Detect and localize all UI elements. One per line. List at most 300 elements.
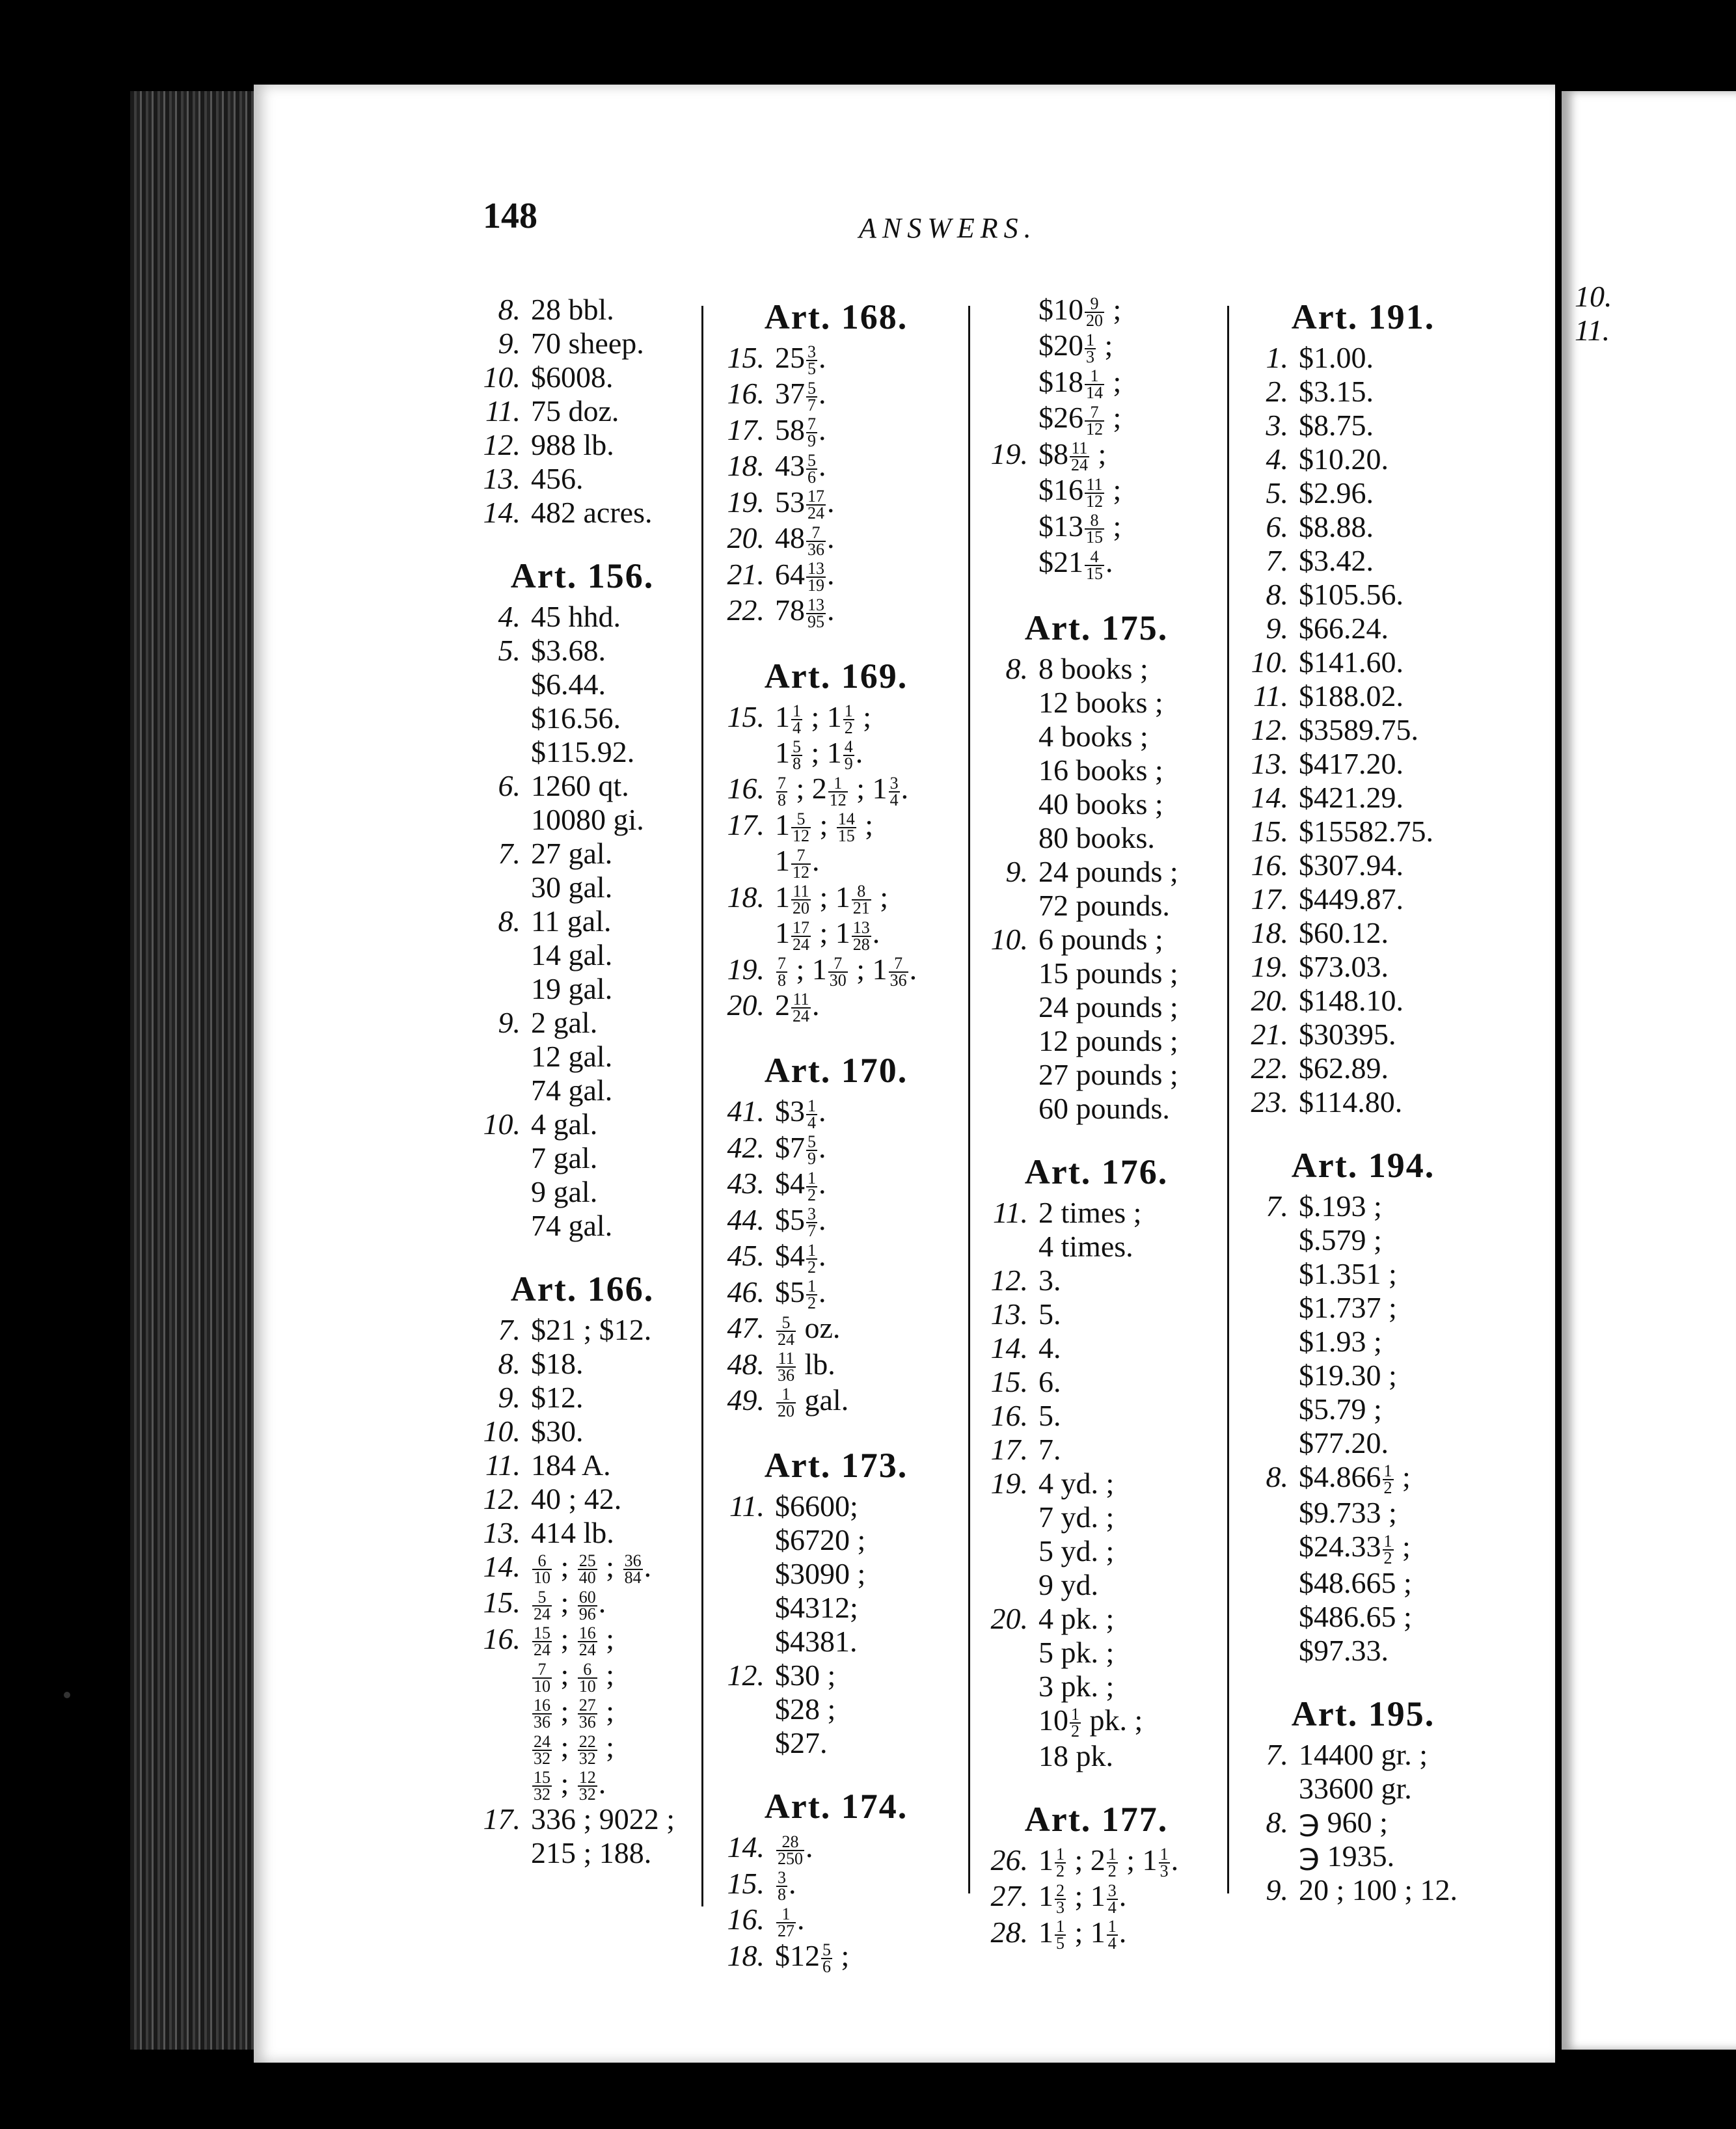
problem-number: 8. <box>498 293 521 326</box>
answer-row <box>468 1107 696 1141</box>
problem-number: 5. <box>498 634 521 667</box>
problem-number: 18. <box>727 449 765 483</box>
fraction <box>532 1587 552 1623</box>
fraction <box>791 703 802 736</box>
answer-segment: $18 <box>1038 364 1083 398</box>
answer-row <box>976 509 1217 545</box>
answer-row <box>712 1489 960 1523</box>
answer-text <box>1299 1530 1411 1567</box>
column-rule <box>1227 306 1229 1893</box>
answer-text: 215 ; 188. <box>531 1836 652 1870</box>
answer-row <box>976 401 1217 437</box>
answer-segment: ; <box>855 699 872 733</box>
answer-text <box>531 1550 652 1588</box>
answer-segment: ; 2 <box>1067 1843 1105 1877</box>
answer-row <box>468 1040 696 1074</box>
answer-row <box>1236 1738 1490 1772</box>
answer-text: 336 ; 9022 ; <box>531 1802 675 1836</box>
answer-row <box>1236 1085 1490 1119</box>
fraction-numerator: 36 <box>624 1551 642 1571</box>
column-rule <box>968 306 970 1893</box>
answer-segment: pk. ; <box>1082 1703 1143 1737</box>
answer-text <box>1038 1915 1127 1953</box>
answer-text: 5. <box>1038 1297 1061 1331</box>
fraction-numerator: 1 <box>1107 1917 1117 1936</box>
fraction-numerator: 1 <box>1056 1917 1065 1936</box>
answer-row <box>976 1879 1217 1915</box>
answer-text: $21 ; $12. <box>531 1313 652 1346</box>
answer-segment: . <box>806 1830 813 1864</box>
answer-text: 4. <box>1038 1331 1061 1364</box>
answer-text: $16.56. <box>531 701 621 735</box>
fraction-denominator: 10 <box>578 1676 596 1696</box>
article-heading: Art. 174. <box>764 1787 908 1826</box>
problem-number: 15. <box>727 699 765 733</box>
answer-segment: . <box>819 1094 826 1128</box>
answer-row <box>976 821 1217 855</box>
answer-segment: 1 <box>775 916 790 950</box>
fraction-numerator: 3 <box>889 773 899 793</box>
fraction <box>791 992 811 1024</box>
fraction <box>578 1587 597 1623</box>
fraction-numerator: 11 <box>1070 441 1089 457</box>
answer-row <box>976 1916 1217 1951</box>
answer-text: 27 gal. <box>531 837 613 870</box>
answer-row <box>1236 612 1490 645</box>
answer-text: 482 acres. <box>531 496 653 529</box>
fraction-denominator: 12 <box>1086 419 1103 439</box>
fraction-numerator: 11 <box>791 992 811 1009</box>
answer-row <box>976 1331 1217 1365</box>
answer-row <box>1236 815 1490 848</box>
answer-segment: ; 1 <box>848 772 888 806</box>
answer-row <box>468 462 696 496</box>
fraction-denominator: 4 <box>1107 1897 1117 1917</box>
answer-row <box>468 837 696 871</box>
problem-number: 19. <box>1251 950 1288 983</box>
fraction-denominator: 24 <box>807 504 824 523</box>
fraction-denominator: 2 <box>1056 1862 1065 1881</box>
problem-number: 15. <box>1251 815 1288 848</box>
answer-text: $73.03. <box>1299 950 1389 983</box>
answer-row <box>976 1365 1217 1399</box>
fraction-denominator: 250 <box>778 1849 803 1868</box>
fraction <box>532 1731 552 1768</box>
fraction-numerator: 7 <box>532 1662 552 1679</box>
fraction <box>776 1312 796 1349</box>
answer-segment: lb. <box>797 1347 835 1381</box>
fraction-denominator: 12 <box>1086 491 1103 511</box>
answer-text: $30395. <box>1299 1018 1396 1051</box>
problem-number: 18. <box>727 1938 765 1972</box>
answer-segment: 2 <box>775 988 790 1022</box>
answer-segment: ; <box>1394 1530 1411 1564</box>
fraction <box>1055 1847 1066 1879</box>
fraction-numerator: 5 <box>532 1590 552 1607</box>
answer-row <box>712 953 960 988</box>
answer-text <box>775 916 880 954</box>
answer-text <box>775 521 835 559</box>
answer-row <box>468 394 696 428</box>
answer-segment: ; <box>553 1766 576 1800</box>
answer-row <box>1236 1189 1490 1223</box>
answer-text: $4312; <box>775 1591 858 1625</box>
answer-text: 5 yd. ; <box>1038 1534 1115 1567</box>
fraction <box>791 739 802 772</box>
fraction-denominator: 20 <box>778 1402 794 1421</box>
problem-number: 13. <box>483 1516 521 1549</box>
fraction <box>578 1770 597 1802</box>
fraction-denominator: 32 <box>578 1748 596 1768</box>
answer-text <box>1038 545 1113 583</box>
answer-text: $66.24. <box>1299 612 1389 645</box>
answer-text: 5. <box>1038 1398 1061 1432</box>
answer-text: 8 books ; <box>1038 651 1148 685</box>
answer-text: $.579 ; <box>1299 1223 1382 1256</box>
answer-text <box>775 988 820 1026</box>
fraction-numerator: 5 <box>791 811 811 828</box>
answer-segment: ; 1 <box>1067 1879 1105 1913</box>
fraction-denominator: 36 <box>778 1365 794 1385</box>
problem-number: 23. <box>1251 1085 1288 1119</box>
answer-text: 33600 gr. <box>1299 1771 1412 1805</box>
article-heading: Art. 176. <box>1024 1152 1169 1191</box>
problem-number: 12. <box>483 1482 521 1515</box>
fraction-numerator: 1 <box>807 1240 816 1260</box>
fraction <box>791 884 811 916</box>
fraction-numerator: 14 <box>837 809 855 829</box>
answer-row <box>1236 544 1490 578</box>
problem-number: 4. <box>498 600 521 633</box>
answer-row <box>468 1313 696 1347</box>
fraction-denominator: 28 <box>852 934 870 954</box>
answer-text: $97.33. <box>1299 1633 1389 1667</box>
problem-number: 16. <box>727 772 765 806</box>
fraction-numerator: 11 <box>1085 477 1104 494</box>
answer-text: 12 pounds ; <box>1038 1024 1178 1057</box>
problem-number: 26. <box>990 1843 1028 1877</box>
problem-number: 19. <box>990 1466 1028 1500</box>
fraction-numerator: 11 <box>791 884 811 901</box>
answer-row <box>468 600 696 634</box>
fraction-denominator: 20 <box>1086 311 1103 331</box>
answer-row <box>468 668 696 701</box>
problem-number: 11. <box>485 394 521 427</box>
answer-text: $4381. <box>775 1625 858 1659</box>
answer-text <box>1038 437 1107 475</box>
fraction-numerator: 6 <box>532 1553 552 1570</box>
answer-text: $188.02. <box>1299 679 1404 712</box>
article-heading: Art. 169. <box>764 656 908 696</box>
answer-row <box>468 1415 696 1448</box>
fraction <box>776 1387 796 1419</box>
answer-text: 40 ; 42. <box>531 1482 622 1515</box>
problem-number: 43. <box>727 1167 765 1200</box>
fraction-numerator: 7 <box>791 848 811 865</box>
answer-text: $3.42. <box>1299 544 1374 577</box>
fraction-denominator: 32 <box>578 1785 596 1804</box>
answer-row <box>1236 916 1490 950</box>
answer-segment: . <box>1171 1843 1179 1877</box>
problem-number: 19. <box>727 485 765 519</box>
answer-row <box>976 473 1217 509</box>
answer-row <box>1236 950 1490 984</box>
article-heading: Art. 175. <box>1024 608 1169 647</box>
fraction <box>578 1731 597 1768</box>
answer-segment: . <box>855 735 863 769</box>
fraction-denominator: 96 <box>578 1604 596 1623</box>
fraction <box>806 1168 817 1204</box>
answer-segment: . <box>819 377 826 411</box>
fraction <box>1085 332 1096 365</box>
fraction-numerator: 7 <box>778 954 786 973</box>
problem-number: 7. <box>1266 544 1288 577</box>
answer-text <box>775 377 826 414</box>
problem-number: 20. <box>990 1601 1028 1635</box>
answer-row <box>1236 1392 1490 1426</box>
fraction-numerator: 1 <box>1383 1531 1392 1551</box>
problem-number: 20. <box>1251 984 1288 1017</box>
fraction <box>806 416 817 449</box>
fraction-denominator: 12 <box>829 790 847 809</box>
article-heading: Art. 191. <box>1291 297 1435 336</box>
answer-text: 4 pk. ; <box>1038 1601 1115 1635</box>
problem-number: 5. <box>1266 476 1288 509</box>
answer-segment: 1 <box>1038 1915 1053 1949</box>
fraction-numerator: 5 <box>807 1132 816 1152</box>
answer-row <box>468 1381 696 1415</box>
fraction-denominator: 30 <box>829 971 847 990</box>
answer-text <box>1038 293 1122 331</box>
fraction <box>532 1625 552 1658</box>
answer-text: 9 gal. <box>531 1175 598 1208</box>
fraction-denominator: 4 <box>793 718 801 737</box>
fraction <box>806 1279 817 1311</box>
answer-text: $8.75. <box>1299 409 1374 442</box>
answer-segment: 43 <box>775 449 805 483</box>
answer-text: 80 books. <box>1038 820 1155 854</box>
fraction-denominator: 32 <box>534 1785 550 1804</box>
answer-segment: . <box>819 413 826 446</box>
answer-text: 11 gal. <box>531 904 612 938</box>
fraction-denominator: 32 <box>534 1748 550 1768</box>
answer-row <box>712 558 960 593</box>
fraction-denominator: 7 <box>807 1221 816 1241</box>
answer-segment: . <box>797 1903 805 1936</box>
problem-number: 11. <box>485 1448 521 1482</box>
fraction-denominator: 2 <box>1071 1721 1079 1741</box>
fraction-numerator: 17 <box>807 487 824 506</box>
fraction <box>837 811 856 844</box>
answer-text: $141.60. <box>1299 645 1404 679</box>
answer-row <box>712 1275 960 1311</box>
answer-segment: ; <box>598 1550 622 1583</box>
fraction <box>578 1659 597 1696</box>
fraction-denominator: 2 <box>1107 1862 1117 1881</box>
answer-text: 74 gal. <box>531 1074 613 1107</box>
answer-row <box>1236 747 1490 781</box>
answer-row <box>712 1591 960 1625</box>
answer-row <box>1236 1839 1490 1873</box>
answer-text: 4 gal. <box>531 1107 598 1141</box>
fraction <box>889 773 900 809</box>
answer-row <box>976 1230 1217 1264</box>
answer-segment: ; 1 <box>1067 1915 1105 1949</box>
answer-text <box>775 735 863 774</box>
answer-text: 24 pounds ; <box>1038 990 1178 1024</box>
book-edge <box>130 91 260 2050</box>
answer-text: 4 books ; <box>1038 719 1148 753</box>
answer-segment: ; <box>1105 401 1122 435</box>
fraction <box>1085 513 1104 545</box>
answer-segment: $4 <box>775 1167 805 1200</box>
answer-row <box>468 871 696 904</box>
problem-number: 10. <box>1251 645 1288 679</box>
answer-text: 12 gal. <box>531 1040 613 1073</box>
fraction-denominator: 36 <box>534 1713 550 1732</box>
fraction-numerator: 3 <box>807 342 816 362</box>
fraction <box>1107 1847 1118 1879</box>
fraction-numerator: 1 <box>776 1906 796 1923</box>
answer-segment: $10 <box>1038 293 1083 326</box>
answer-text <box>775 1311 841 1349</box>
fraction <box>791 917 811 954</box>
problem-number: 8. <box>498 904 521 938</box>
answer-text: $2.96. <box>1299 476 1374 509</box>
problem-number: 2. <box>1266 375 1288 408</box>
fraction-numerator: 5 <box>807 450 816 470</box>
fraction-denominator: 14 <box>1086 383 1103 403</box>
fraction-denominator: 15 <box>837 826 855 846</box>
problem-number: 22. <box>727 593 765 627</box>
answer-row <box>976 1399 1217 1433</box>
fraction-denominator: 4 <box>807 1113 816 1132</box>
fraction-denominator: 2 <box>807 1257 816 1277</box>
answer-segment: . <box>1119 1879 1127 1913</box>
answer-text <box>775 1130 826 1169</box>
fraction-denominator: 3 <box>1086 347 1094 366</box>
fraction-numerator: 7 <box>807 414 816 434</box>
answer-segment: ; <box>857 807 874 841</box>
answer-text: $10.20. <box>1299 442 1389 476</box>
answer-segment: . <box>812 988 820 1022</box>
answer-segment: 10 <box>1038 1703 1068 1737</box>
answer-text <box>531 1730 615 1768</box>
answer-row <box>468 1006 696 1040</box>
problem-number: 48. <box>727 1347 765 1381</box>
problem-number: 9. <box>1266 612 1288 645</box>
problem-number: 9. <box>498 1006 521 1039</box>
problem-number: 7. <box>1266 1737 1288 1771</box>
problem-number: 12. <box>727 1659 765 1692</box>
answer-row <box>712 1726 960 1760</box>
answer-row <box>976 1670 1217 1703</box>
fraction <box>806 597 826 630</box>
answer-text: 45 hhd. <box>531 600 621 633</box>
answer-segment: . <box>909 952 917 986</box>
answer-segment: $13 <box>1038 509 1083 543</box>
fraction <box>806 344 817 377</box>
fraction-numerator: 1 <box>807 1168 816 1187</box>
answer-row <box>976 753 1217 787</box>
problem-number: 20. <box>727 521 765 555</box>
answer-row <box>1236 1873 1490 1907</box>
answer-row <box>712 485 960 521</box>
answer-row <box>468 1074 696 1107</box>
fraction-numerator: 15 <box>534 1768 550 1787</box>
article-heading: Art. 170. <box>764 1051 908 1091</box>
answer-text: 24 pounds ; <box>1038 854 1178 888</box>
answer-segment: 1 <box>775 735 790 769</box>
answer-text: 60 pounds. <box>1038 1091 1170 1125</box>
answer-text: 1260 qt. <box>531 769 629 802</box>
problem-number: 10. <box>483 1415 521 1448</box>
fraction <box>828 956 848 988</box>
fraction <box>532 1698 552 1730</box>
fraction-denominator: 36 <box>889 971 907 990</box>
answer-text: 27 pounds ; <box>1038 1057 1178 1091</box>
answer-text: $105.56. <box>1299 578 1404 611</box>
answer-text: 6 pounds ; <box>1038 922 1163 956</box>
answer-text <box>775 807 874 846</box>
answer-row <box>712 1203 960 1239</box>
answer-text: $.193 ; <box>1299 1189 1382 1223</box>
fraction <box>806 1134 817 1167</box>
problem-number: 17. <box>483 1802 521 1836</box>
answer-row <box>468 496 696 530</box>
answer-segment: ; <box>1105 509 1122 543</box>
answer-row <box>712 1383 960 1419</box>
problem-number: 15. <box>727 1866 765 1900</box>
answer-text: 4 times. <box>1038 1229 1133 1263</box>
fraction <box>843 739 854 772</box>
fraction-denominator: 19 <box>807 576 824 595</box>
answer-text: ℈ 960 ; <box>1299 1805 1388 1839</box>
fraction-numerator: 60 <box>578 1587 596 1607</box>
answer-segment: 1 <box>775 880 790 914</box>
problem-number: 12. <box>1251 713 1288 746</box>
running-head: ANSWERS. <box>859 212 1037 244</box>
answer-segment: 64 <box>775 557 805 591</box>
fraction-denominator: 20 <box>793 899 809 918</box>
answer-segment: ; <box>598 1658 615 1692</box>
fraction-denominator: 8 <box>778 1885 786 1905</box>
answer-row <box>1236 1018 1490 1051</box>
fraction-denominator: 3 <box>1056 1897 1065 1917</box>
answer-row <box>468 1836 696 1870</box>
fraction-denominator: 2 <box>1383 1548 1392 1567</box>
answer-row <box>976 329 1217 364</box>
problem-number: 7. <box>498 1313 521 1346</box>
fraction-numerator: 1 <box>807 1277 816 1296</box>
answer-segment: $7 <box>775 1130 805 1164</box>
fraction <box>776 1834 804 1867</box>
answer-row <box>712 377 960 413</box>
answer-text <box>775 1903 805 1940</box>
answer-text <box>775 1167 826 1204</box>
problem-number: 8. <box>1266 578 1288 611</box>
problem-number: 15. <box>483 1586 521 1620</box>
answer-segment: ; <box>834 1938 850 1972</box>
answer-text <box>1038 401 1122 439</box>
answer-row <box>976 720 1217 753</box>
answer-segment: ; 1 <box>812 916 850 950</box>
answer-text: 184 A. <box>531 1448 611 1482</box>
problem-number: 41. <box>727 1094 765 1128</box>
answer-row <box>468 803 696 837</box>
answer-segment: ; <box>872 880 889 914</box>
answer-row <box>712 1939 960 1975</box>
